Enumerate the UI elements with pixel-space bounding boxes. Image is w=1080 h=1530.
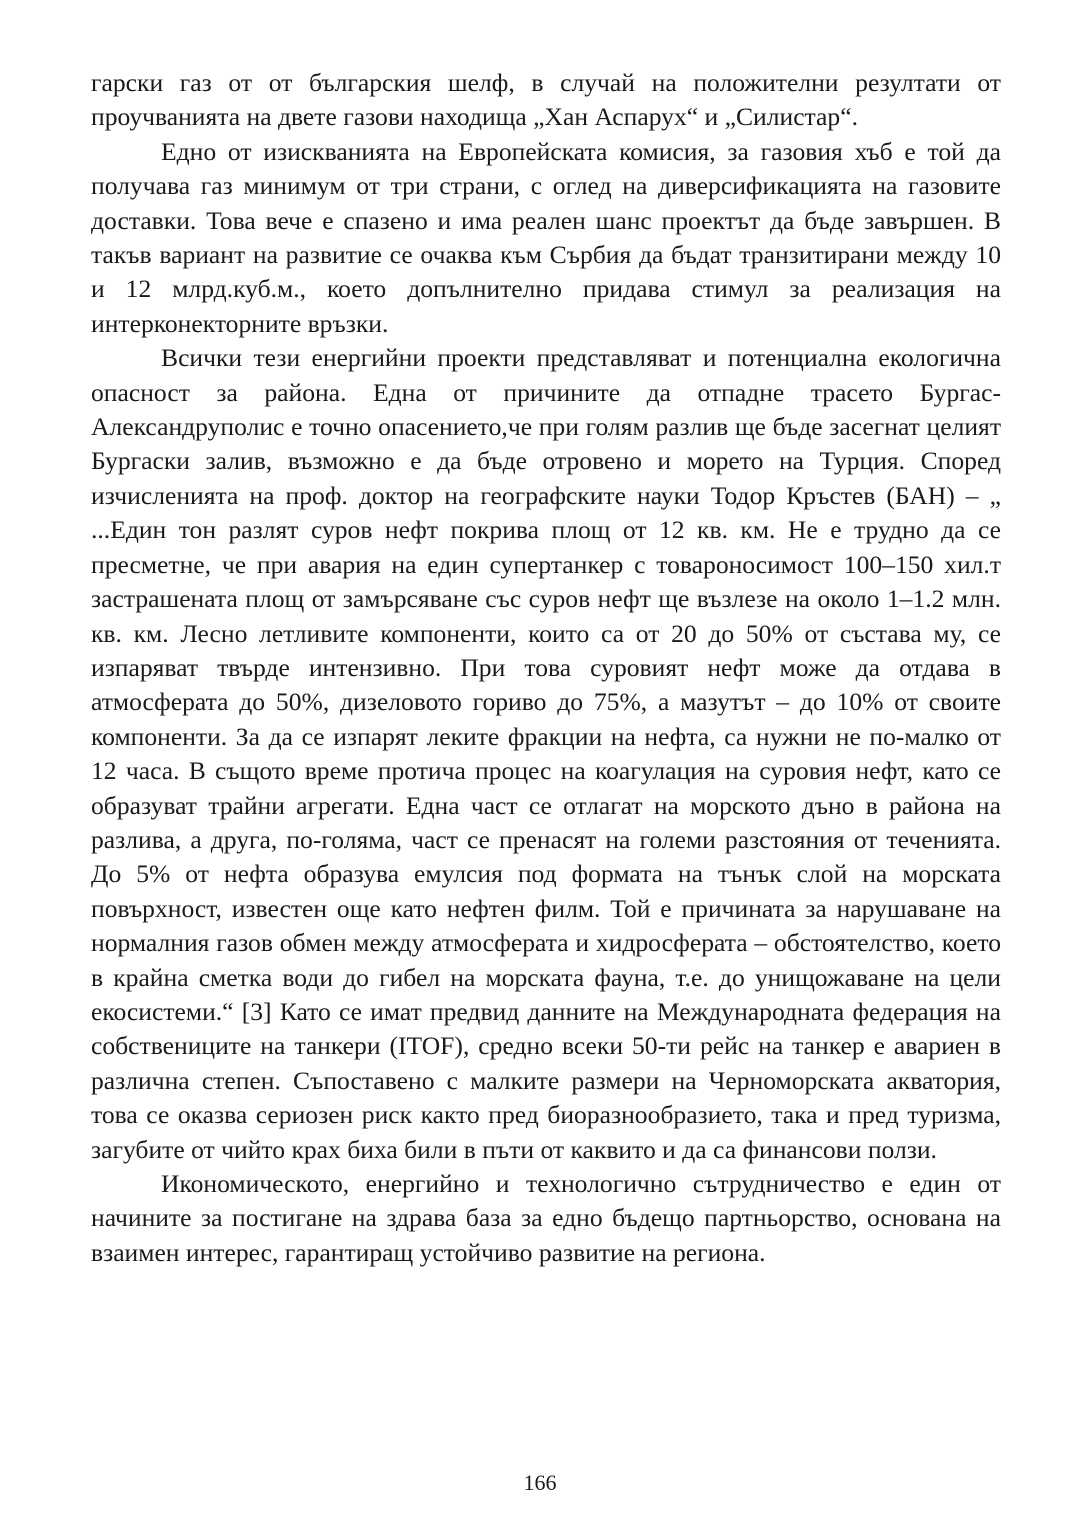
paragraph-cooperation: Икономическото, енергийно и технологично сътрудничество е един от начините за постигане на здрава база за едно бъдещо партньорство, основана на взаимен интерес, гарантиращ устойчиво развитие на региона. — [91, 1169, 1001, 1267]
paragraph-ecological-risk: Всички тези енергийни проекти представляват и потенциална екологична опасност за района. Една от причините да отпадне трасето Бургас-Александруполис е точно опасението,че при голям разлив ще бъде засегнат целият Бургаски залив, възможно е да бъде отровено и морето на Турция. Според изчисленията на проф. доктор на географските науки Тодор Кръстев (БАН) – „ ...Един тон разлят суров нефт покрива площ от 12 кв. км. Не е трудно да се пресметне, че при авария на един супертанкер с товароносимост 100–150 хил.т застрашената площ от замърсяване със суров нефт ще възлезе на около 1–1.2 млн. кв. км. Лесно летливите компоненти, които са от 20 до 50% от състава му, се изпаряват твърде интензивно. При това суровият нефт може да отдава в атмосферата до 50%, дизеловото гориво до 75%, а мазутът – до 10% от своите компоненти. За да се изпарят леките фракции на нефта, са нужни не по-малко от 12 часа. В същото време протича процес на коагулация на суровия нефт, като се образуват трайни агрегати. Една част се отлагат на морското дъно в района на разлива, а друга, по-голяма, част се пренасят на големи разстояния от теченията. До 5% от нефта образува емулсия под формата на тънък слой на морската повърхност, известен още като нефтен филм. Той е причината за нарушаване на нормалния газов обмен между атмосферата и хидросферата – обстоятелство, което в крайна сметка води до гибел на морската фауна, т.е. до унищожаване на цели екосистеми.“ [3] Като се имат предвид данните на Международната федерация на собствениците на танкери (ITOF), средно всеки 50-ти рейс на танкер е авариен в различна степен. Съпоставено с малките размери на Черноморската акватория, това се оказва сериозен риск както пред биоразнообразието, така и пред туризма, загубите от чийто крах биха били в пъти от каквито и да са финансови ползи. — [91, 343, 1001, 1164]
body-text — [91, 66, 1001, 1270]
paragraph-gas-hub: Едно от изискванията на Европейската комисия, за газовия хъб е той да получава газ минимум от три страни, с оглед на диверсификацията на газовите доставки. Това вече е спазено и има реален шанс проектът да бъде завършен. В такъв вариант на развитие се очаква към Сърбия да бъдат транзитирани между 10 и 12 млрд.куб.м., което допълнително придава стимул за реализация на интерконекторните връзки. — [91, 136, 1001, 338]
paragraph-continuation: гарски газ от от българския шелф, в случай на положителни резултати от проучванията на двете газови находища „Хан Аспарух“ и „Силистар“. — [91, 68, 1001, 132]
page-number: 166 — [523, 1470, 557, 1495]
